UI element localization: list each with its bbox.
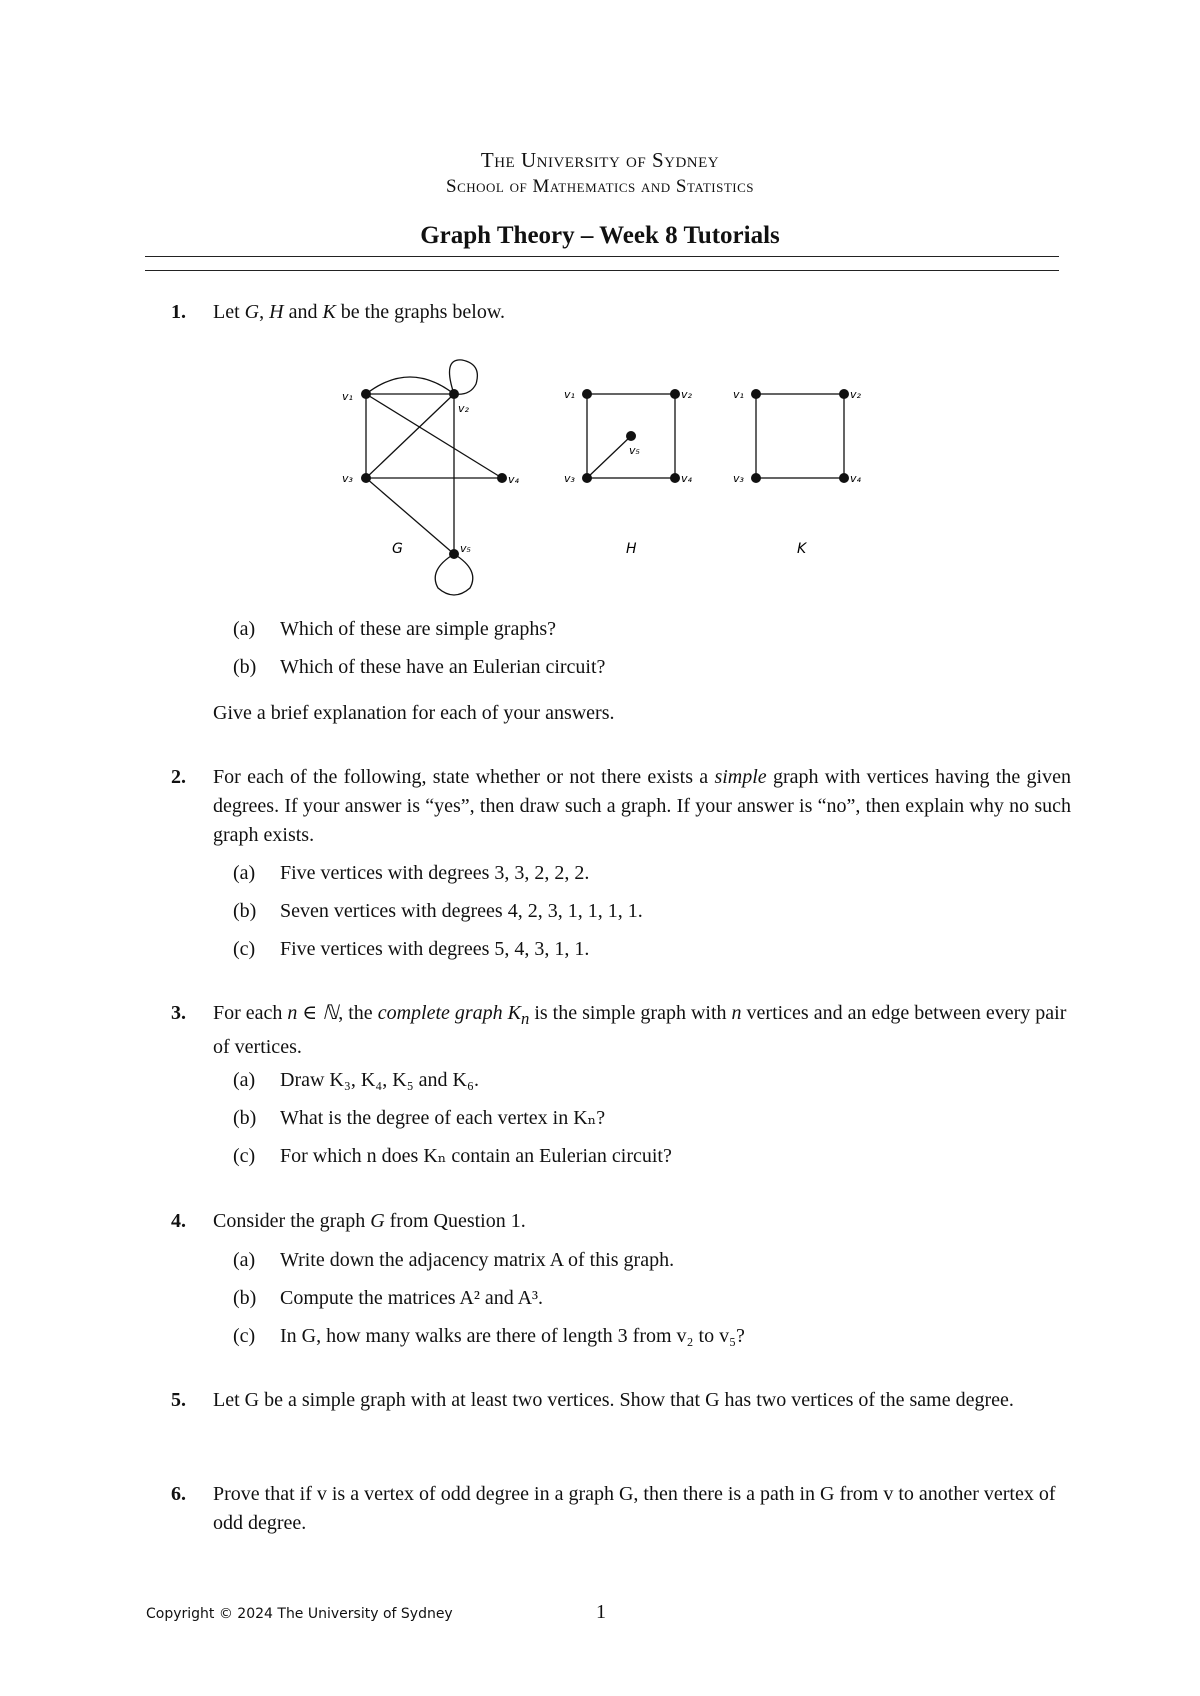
k-label-v2: v₂ xyxy=(850,388,861,401)
k-vertex-v3 xyxy=(751,473,761,483)
h-vertex-v2 xyxy=(670,389,680,399)
page-title: Graph Theory – Week 8 Tutorials xyxy=(420,222,780,249)
g-label-v1: v₁ xyxy=(342,390,353,403)
h-label-v4: v₄ xyxy=(681,472,692,485)
school-name: School of Mathematics and Statistics xyxy=(446,176,754,197)
q4-part-a: (a) Write down the adjacency matrix A of this graph. xyxy=(233,1249,675,1271)
question-2-text: For each of the following, state whether or not there exists a simple graph with vertices having the given degrees. If your answer is “yes”, then draw such a graph. If your answer is “no”, then explain why no such graph exists. xyxy=(213,766,1071,846)
g-vertex-v2 xyxy=(449,389,459,399)
question-5-text: Let G be a simple graph with at least two vertices. Show that G has two vertices of the same degree. xyxy=(213,1389,1014,1411)
g-loop-v5 xyxy=(435,554,473,595)
g-label-v2: v₂ xyxy=(458,402,469,415)
title-rule-bottom xyxy=(145,270,1059,271)
question-3-number: 3. xyxy=(171,1002,186,1024)
question-1-text: Let G, H and K be the graphs below. xyxy=(213,301,506,323)
graph-k xyxy=(756,394,844,478)
g-vertex-v3 xyxy=(361,473,371,483)
question-2-number: 2. xyxy=(171,766,186,788)
graphs-figure xyxy=(330,350,890,610)
q1-part-b: (b) Which of these have an Eulerian circuit? xyxy=(233,656,606,678)
g-label-v3: v₃ xyxy=(342,472,353,485)
question-6-text: Prove that if v is a vertex of odd degree in a graph G, then there is a path in G from v to another vertex of odd degree. xyxy=(213,1483,1056,1534)
h-label-v3: v₃ xyxy=(564,472,575,485)
q4-part-c: (c) In G, how many walks are there of length 3 from v₂ to v₅? xyxy=(233,1325,745,1347)
question-4-number: 4. xyxy=(171,1210,186,1232)
copyright-footer: Copyright © 2024 The University of Sydney xyxy=(146,1606,453,1622)
graph-g-name: G xyxy=(392,541,403,557)
k-vertex-v1 xyxy=(751,389,761,399)
k-square-edges xyxy=(756,394,844,478)
h-vertex-v1 xyxy=(582,389,592,399)
g-edge-v2-v3 xyxy=(366,394,454,478)
h-label-v1: v₁ xyxy=(564,388,575,401)
q2-part-c: (c) Five vertices with degrees 5, 4, 3, 1, 1. xyxy=(233,938,590,960)
g-edge-v1-v4 xyxy=(366,394,502,478)
q2-part-a: (a) Five vertices with degrees 3, 3, 2, 2, 2. xyxy=(233,862,590,884)
h-edge-v3-v5 xyxy=(587,436,631,478)
question-4 xyxy=(171,1207,1071,1236)
q1-note: Give a brief explanation for each of your answers. xyxy=(213,702,615,724)
k-vertex-v4 xyxy=(839,473,849,483)
k-vertex-v2 xyxy=(839,389,849,399)
q3-part-b: (b) What is the degree of each vertex in Kₙ? xyxy=(233,1107,606,1129)
page-number: 1 xyxy=(596,1601,606,1623)
k-label-v1: v₁ xyxy=(733,388,744,401)
h-label-v5: v₅ xyxy=(629,444,640,457)
university-name: The University of Sydney xyxy=(480,148,720,172)
graph-g-vertices xyxy=(361,389,507,559)
h-vertex-v3 xyxy=(582,473,592,483)
h-label-v2: v₂ xyxy=(681,388,692,401)
g-label-v5: v₅ xyxy=(460,542,471,555)
graph-g xyxy=(366,360,502,595)
g-vertex-v1 xyxy=(361,389,371,399)
question-1-number: 1. xyxy=(171,301,186,323)
q1-part-a: (a) Which of these are simple graphs? xyxy=(233,618,557,640)
g-edge-v3-v5 xyxy=(366,478,454,554)
g-vertex-v5 xyxy=(449,549,459,559)
question-6-number: 6. xyxy=(171,1483,186,1505)
q3-part-a: (a) Draw K₃, K₄, K₅ and K₆. xyxy=(233,1069,479,1091)
h-vertex-v4 xyxy=(670,473,680,483)
k-label-v3: v₃ xyxy=(733,472,744,485)
h-vertex-v5 xyxy=(626,431,636,441)
question-5-number: 5. xyxy=(171,1389,186,1411)
question-2 xyxy=(171,763,1071,850)
graph-k-vertices xyxy=(751,389,849,483)
graph-k-name: K xyxy=(797,541,807,557)
g-edge-v1-v2-multi xyxy=(366,377,454,394)
question-6 xyxy=(171,1480,1071,1538)
graph-h-name: H xyxy=(626,541,637,557)
q2-part-b: (b) Seven vertices with degrees 4, 2, 3, 1, 1, 1, 1. xyxy=(233,900,643,922)
g-vertex-v4 xyxy=(497,473,507,483)
question-3 xyxy=(171,999,1071,1062)
title-rule-top xyxy=(145,256,1059,257)
g-label-v4: v₄ xyxy=(508,473,519,486)
question-1 xyxy=(171,298,1071,327)
question-3-text: For each n ∈ ℕ, the complete graph $K_n$ is the simple graph with n vertices and an edge between every pair of vertices. xyxy=(213,1002,1067,1058)
graphs-svg xyxy=(330,350,890,610)
q4-part-b: (b) Compute the matrices A² and A³. xyxy=(233,1287,544,1309)
q3-part-c: (c) For which n does Kₙ contain an Eulerian circuit? xyxy=(233,1145,672,1167)
question-4-text: Consider the graph G from Question 1. xyxy=(213,1210,526,1232)
question-5 xyxy=(171,1386,1071,1415)
k-label-v4: v₄ xyxy=(850,472,861,485)
